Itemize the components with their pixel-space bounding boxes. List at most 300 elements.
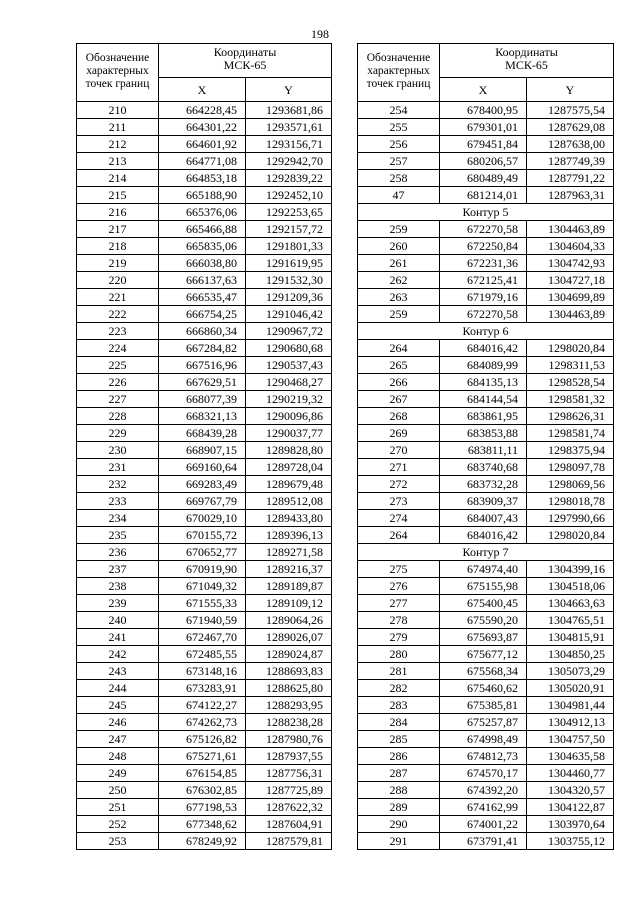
point-id-cell: 276	[358, 578, 440, 595]
table-row	[358, 646, 614, 663]
table-row	[358, 731, 614, 748]
table-row	[77, 408, 332, 425]
point-id-cell: 260	[358, 238, 440, 255]
y-coordinate-cell: 1291046,42	[246, 306, 332, 323]
point-id-cell: 257	[358, 153, 440, 170]
x-coordinate-cell: 680489,49	[440, 170, 527, 187]
x-coordinate-cell: 675155,98	[440, 578, 527, 595]
point-id-cell: 238	[77, 578, 159, 595]
y-coordinate-cell: 1298375,94	[527, 442, 614, 459]
table-row	[77, 527, 332, 544]
y-coordinate-cell: 1287756,31	[246, 765, 332, 782]
table-row	[77, 612, 332, 629]
point-id-cell: 274	[358, 510, 440, 527]
point-id-cell: 225	[77, 357, 159, 374]
point-id-cell: 264	[358, 340, 440, 357]
x-coordinate-cell: 675568,34	[440, 663, 527, 680]
y-coordinate-cell: 1287622,32	[246, 799, 332, 816]
y-coordinate-cell: 1304850,25	[527, 646, 614, 663]
table-row	[358, 357, 614, 374]
table-row	[77, 425, 332, 442]
point-id-cell: 283	[358, 697, 440, 714]
point-id-cell: 277	[358, 595, 440, 612]
table-row	[77, 714, 332, 731]
y-coordinate-cell: 1304399,16	[527, 561, 614, 578]
y-coordinate-cell: 1305073,29	[527, 663, 614, 680]
table-row	[77, 561, 332, 578]
x-coordinate-cell: 671555,33	[159, 595, 246, 612]
table-row	[358, 119, 614, 136]
coordinates-label: Координаты	[213, 45, 277, 59]
x-coordinate-cell: 675677,12	[440, 646, 527, 663]
table-row	[77, 374, 332, 391]
table-row	[77, 629, 332, 646]
table-row	[77, 748, 332, 765]
point-id-cell: 233	[77, 493, 159, 510]
x-coordinate-cell: 674974,40	[440, 561, 527, 578]
y-coordinate-cell: 1287638,00	[527, 136, 614, 153]
x-coordinate-cell: 683861,95	[440, 408, 527, 425]
point-id-cell: 272	[358, 476, 440, 493]
x-coordinate-cell: 675385,81	[440, 697, 527, 714]
point-id-cell: 242	[77, 646, 159, 663]
x-coordinate-cell: 678400,95	[440, 102, 527, 119]
y-coordinate-cell: 1289433,80	[246, 510, 332, 527]
x-coordinate-cell: 672125,41	[440, 272, 527, 289]
coordinates-table-right	[357, 43, 614, 850]
point-id-cell: 258	[358, 170, 440, 187]
table-row	[77, 646, 332, 663]
table-row	[358, 374, 614, 391]
x-coordinate-cell: 677348,62	[159, 816, 246, 833]
point-id-cell: 217	[77, 221, 159, 238]
point-id-cell: 286	[358, 748, 440, 765]
x-coordinate-cell: 664601,92	[159, 136, 246, 153]
point-id-cell: 231	[77, 459, 159, 476]
point-id-cell: 212	[77, 136, 159, 153]
point-id-cell: 241	[77, 629, 159, 646]
y-coordinate-cell: 1292452,10	[246, 187, 332, 204]
y-coordinate-cell: 1289216,37	[246, 561, 332, 578]
x-coordinate-cell: 679451,84	[440, 136, 527, 153]
y-coordinate-cell: 1298069,56	[527, 476, 614, 493]
table-row	[77, 476, 332, 493]
point-id-cell: 220	[77, 272, 159, 289]
y-coordinate-cell: 1292253,65	[246, 204, 332, 221]
point-id-cell: 263	[358, 289, 440, 306]
table-row	[77, 153, 332, 170]
table-row	[358, 765, 614, 782]
y-coordinate-cell: 1288625,80	[246, 680, 332, 697]
x-coordinate-cell: 680206,57	[440, 153, 527, 170]
table-row	[358, 221, 614, 238]
y-coordinate-cell: 1290967,72	[246, 323, 332, 340]
point-id-cell: 228	[77, 408, 159, 425]
y-coordinate-cell: 1291619,95	[246, 255, 332, 272]
x-coordinate-cell: 664301,22	[159, 119, 246, 136]
point-id-cell: 215	[77, 187, 159, 204]
point-id-cell: 278	[358, 612, 440, 629]
point-id-cell: 240	[77, 612, 159, 629]
y-coordinate-cell: 1304635,58	[527, 748, 614, 765]
coordinates-label: Координаты	[495, 45, 558, 59]
y-coordinate-cell: 1289679,48	[246, 476, 332, 493]
point-id-cell: 249	[77, 765, 159, 782]
x-coordinate-cell: 673283,91	[159, 680, 246, 697]
x-coordinate-cell: 674570,17	[440, 765, 527, 782]
x-coordinate-cell: 666038,80	[159, 255, 246, 272]
table-row	[77, 323, 332, 340]
table-row	[77, 238, 332, 255]
point-id-cell: 254	[358, 102, 440, 119]
y-coordinate-cell: 1289026,07	[246, 629, 332, 646]
y-coordinate-cell: 1290037,77	[246, 425, 332, 442]
x-coordinate-cell: 683909,37	[440, 493, 527, 510]
x-coordinate-cell: 675460,62	[440, 680, 527, 697]
x-coordinate-cell: 666860,34	[159, 323, 246, 340]
point-id-cell: 232	[77, 476, 159, 493]
x-coordinate-cell: 674812,73	[440, 748, 527, 765]
table-row	[358, 255, 614, 272]
point-label-header: Обозначение характерных точек границ	[358, 44, 440, 102]
point-id-cell: 214	[77, 170, 159, 187]
x-coordinate-cell: 675693,87	[440, 629, 527, 646]
table-row	[358, 272, 614, 289]
point-id-cell: 251	[77, 799, 159, 816]
table-row	[358, 238, 614, 255]
y-coordinate-cell: 1287937,55	[246, 748, 332, 765]
y-coordinate-cell: 1304604,33	[527, 238, 614, 255]
table-row	[358, 136, 614, 153]
y-coordinate-cell: 1288238,28	[246, 714, 332, 731]
x-coordinate-cell: 665466,88	[159, 221, 246, 238]
table-row	[358, 680, 614, 697]
point-id-cell: 290	[358, 816, 440, 833]
point-id-cell: 275	[358, 561, 440, 578]
x-coordinate-cell: 677198,53	[159, 799, 246, 816]
table-row	[358, 748, 614, 765]
table-row	[358, 442, 614, 459]
table-row	[77, 391, 332, 408]
coordinates-header	[440, 44, 614, 78]
x-coordinate-cell: 667284,82	[159, 340, 246, 357]
table-row	[77, 799, 332, 816]
table-row	[77, 782, 332, 799]
point-id-cell: 229	[77, 425, 159, 442]
x-coordinate-cell: 684135,13	[440, 374, 527, 391]
y-coordinate-cell: 1298581,74	[527, 425, 614, 442]
contour-row	[358, 323, 614, 340]
y-coordinate-cell: 1290537,43	[246, 357, 332, 374]
x-coordinate-cell: 667516,96	[159, 357, 246, 374]
point-id-cell: 259	[358, 306, 440, 323]
table-row	[358, 340, 614, 357]
table-row	[358, 289, 614, 306]
point-id-cell: 288	[358, 782, 440, 799]
y-coordinate-cell: 1298097,78	[527, 459, 614, 476]
table-row	[77, 663, 332, 680]
point-id-cell: 216	[77, 204, 159, 221]
y-coordinate-cell: 1304518,06	[527, 578, 614, 595]
table-row	[77, 119, 332, 136]
y-coordinate-cell: 1304765,51	[527, 612, 614, 629]
contour-label: Контур 7	[358, 544, 614, 561]
point-id-cell: 253	[77, 833, 159, 850]
y-coordinate-cell: 1287980,76	[246, 731, 332, 748]
point-id-cell: 291	[358, 833, 440, 850]
table-row	[358, 391, 614, 408]
y-coordinate-cell: 1287579,81	[246, 833, 332, 850]
point-id-cell: 281	[358, 663, 440, 680]
y-coordinate-cell: 1293156,71	[246, 136, 332, 153]
table-row	[358, 595, 614, 612]
x-coordinate-cell: 670919,90	[159, 561, 246, 578]
table-row	[358, 816, 614, 833]
table-row	[358, 493, 614, 510]
table-row	[77, 578, 332, 595]
point-id-cell: 250	[77, 782, 159, 799]
x-coordinate-cell: 671979,16	[440, 289, 527, 306]
x-coordinate-cell: 671049,32	[159, 578, 246, 595]
y-coordinate-cell: 1304463,89	[527, 221, 614, 238]
point-id-cell: 47	[358, 187, 440, 204]
x-coordinate-cell: 668907,15	[159, 442, 246, 459]
table-row	[358, 306, 614, 323]
table-row	[77, 340, 332, 357]
y-coordinate-cell: 1288293,95	[246, 697, 332, 714]
y-coordinate-cell: 1298626,31	[527, 408, 614, 425]
point-id-cell: 236	[77, 544, 159, 561]
x-coordinate-cell: 683732,28	[440, 476, 527, 493]
x-coordinate-cell: 684007,43	[440, 510, 527, 527]
y-coordinate-cell: 1287604,91	[246, 816, 332, 833]
table-row	[77, 204, 332, 221]
y-coordinate-cell: 1292157,72	[246, 221, 332, 238]
y-coordinate-cell: 1290096,86	[246, 408, 332, 425]
contour-label: Контур 5	[358, 204, 614, 221]
y-coordinate-cell: 1303755,12	[527, 833, 614, 850]
table-row	[358, 527, 614, 544]
contour-label: Контур 6	[358, 323, 614, 340]
y-coordinate-cell: 1291532,30	[246, 272, 332, 289]
x-coordinate-cell: 678249,92	[159, 833, 246, 850]
x-coordinate-cell: 684016,42	[440, 340, 527, 357]
x-coordinate-cell: 669160,64	[159, 459, 246, 476]
table-row	[358, 629, 614, 646]
point-id-cell: 287	[358, 765, 440, 782]
x-coordinate-cell: 672485,55	[159, 646, 246, 663]
point-id-cell: 243	[77, 663, 159, 680]
table-row	[77, 765, 332, 782]
y-coordinate-cell: 1289109,12	[246, 595, 332, 612]
table-row	[77, 272, 332, 289]
table-row	[358, 799, 614, 816]
x-coordinate-cell: 671940,59	[159, 612, 246, 629]
point-id-cell: 219	[77, 255, 159, 272]
y-coordinate-cell: 1298018,78	[527, 493, 614, 510]
y-header: Y	[246, 78, 332, 102]
table-row	[77, 170, 332, 187]
x-coordinate-cell: 674262,73	[159, 714, 246, 731]
point-id-cell: 252	[77, 816, 159, 833]
point-id-cell: 245	[77, 697, 159, 714]
point-id-cell: 264	[358, 527, 440, 544]
table-row	[77, 289, 332, 306]
y-coordinate-cell: 1289828,80	[246, 442, 332, 459]
point-id-cell: 262	[358, 272, 440, 289]
point-id-cell: 246	[77, 714, 159, 731]
table-row	[77, 459, 332, 476]
y-coordinate-cell: 1304460,77	[527, 765, 614, 782]
point-id-cell: 256	[358, 136, 440, 153]
table-row	[358, 510, 614, 527]
point-id-cell: 210	[77, 102, 159, 119]
x-coordinate-cell: 664228,45	[159, 102, 246, 119]
y-coordinate-cell: 1292942,70	[246, 153, 332, 170]
table-row	[358, 476, 614, 493]
x-coordinate-cell: 668439,28	[159, 425, 246, 442]
y-coordinate-cell: 1291209,36	[246, 289, 332, 306]
point-id-cell: 247	[77, 731, 159, 748]
point-id-cell: 268	[358, 408, 440, 425]
table-row	[77, 833, 332, 850]
table-row	[77, 221, 332, 238]
x-coordinate-cell: 672270,58	[440, 221, 527, 238]
x-coordinate-cell: 665835,06	[159, 238, 246, 255]
x-coordinate-cell: 666535,47	[159, 289, 246, 306]
point-id-cell: 271	[358, 459, 440, 476]
y-coordinate-cell: 1287749,39	[527, 153, 614, 170]
y-coordinate-cell: 1304122,87	[527, 799, 614, 816]
y-coordinate-cell: 1304663,63	[527, 595, 614, 612]
point-id-cell: 223	[77, 323, 159, 340]
point-id-cell: 218	[77, 238, 159, 255]
point-id-cell: 289	[358, 799, 440, 816]
table-row	[358, 153, 614, 170]
x-coordinate-cell: 673791,41	[440, 833, 527, 850]
y-coordinate-cell: 1287725,89	[246, 782, 332, 799]
table-row	[77, 595, 332, 612]
table-row	[77, 102, 332, 119]
x-coordinate-cell: 674998,49	[440, 731, 527, 748]
coordinates-table-left	[76, 43, 332, 850]
table-row	[77, 493, 332, 510]
table-row	[358, 612, 614, 629]
table-row	[77, 442, 332, 459]
x-coordinate-cell: 679301,01	[440, 119, 527, 136]
x-coordinate-cell: 675257,87	[440, 714, 527, 731]
point-id-cell: 265	[358, 357, 440, 374]
y-coordinate-cell: 1289064,26	[246, 612, 332, 629]
point-id-cell: 222	[77, 306, 159, 323]
y-coordinate-cell: 1289189,87	[246, 578, 332, 595]
x-coordinate-cell: 683740,68	[440, 459, 527, 476]
y-coordinate-cell: 1289512,08	[246, 493, 332, 510]
point-id-cell: 270	[358, 442, 440, 459]
point-id-cell: 237	[77, 561, 159, 578]
x-coordinate-cell: 673148,16	[159, 663, 246, 680]
y-coordinate-cell: 1304757,50	[527, 731, 614, 748]
table-row	[77, 510, 332, 527]
y-coordinate-cell: 1305020,91	[527, 680, 614, 697]
y-coordinate-cell: 1293571,61	[246, 119, 332, 136]
y-coordinate-cell: 1289728,04	[246, 459, 332, 476]
x-coordinate-cell: 670155,72	[159, 527, 246, 544]
x-coordinate-cell: 668077,39	[159, 391, 246, 408]
point-id-cell: 261	[358, 255, 440, 272]
x-coordinate-cell: 675590,20	[440, 612, 527, 629]
y-coordinate-cell: 1291801,33	[246, 238, 332, 255]
x-coordinate-cell: 684016,42	[440, 527, 527, 544]
point-id-cell: 282	[358, 680, 440, 697]
x-coordinate-cell: 675400,45	[440, 595, 527, 612]
y-coordinate-cell: 1289024,87	[246, 646, 332, 663]
y-coordinate-cell: 1304727,18	[527, 272, 614, 289]
point-id-cell: 224	[77, 340, 159, 357]
y-coordinate-cell: 1304912,13	[527, 714, 614, 731]
contour-row	[358, 204, 614, 221]
point-id-cell: 284	[358, 714, 440, 731]
table-row	[77, 697, 332, 714]
x-header: X	[159, 78, 246, 102]
table-row	[358, 663, 614, 680]
x-coordinate-cell: 665188,90	[159, 187, 246, 204]
y-coordinate-cell: 1304320,57	[527, 782, 614, 799]
x-coordinate-cell: 668321,13	[159, 408, 246, 425]
point-id-cell: 267	[358, 391, 440, 408]
x-coordinate-cell: 676154,85	[159, 765, 246, 782]
coordinates-header	[159, 44, 332, 78]
table-row	[77, 544, 332, 561]
x-coordinate-cell: 672467,70	[159, 629, 246, 646]
x-coordinate-cell: 667629,51	[159, 374, 246, 391]
point-id-cell: 266	[358, 374, 440, 391]
point-id-cell: 255	[358, 119, 440, 136]
x-header: X	[440, 78, 527, 102]
table-row	[358, 425, 614, 442]
x-coordinate-cell: 670029,10	[159, 510, 246, 527]
x-coordinate-cell: 684144,54	[440, 391, 527, 408]
y-coordinate-cell: 1304815,91	[527, 629, 614, 646]
x-coordinate-cell: 676302,85	[159, 782, 246, 799]
x-coordinate-cell: 670652,77	[159, 544, 246, 561]
y-coordinate-cell: 1298528,54	[527, 374, 614, 391]
point-id-cell: 227	[77, 391, 159, 408]
y-coordinate-cell: 1298581,32	[527, 391, 614, 408]
table-row	[358, 170, 614, 187]
coordinate-system-label: МСК-65	[505, 58, 548, 72]
table-row	[77, 255, 332, 272]
point-id-cell: 235	[77, 527, 159, 544]
y-coordinate-cell: 1293681,86	[246, 102, 332, 119]
y-coordinate-cell: 1287791,22	[527, 170, 614, 187]
table-row	[358, 578, 614, 595]
point-id-cell: 230	[77, 442, 159, 459]
y-coordinate-cell: 1289396,13	[246, 527, 332, 544]
table-row	[77, 680, 332, 697]
point-id-cell: 213	[77, 153, 159, 170]
table-row	[358, 782, 614, 799]
y-coordinate-cell: 1292839,22	[246, 170, 332, 187]
y-coordinate-cell: 1290680,68	[246, 340, 332, 357]
x-coordinate-cell: 666754,25	[159, 306, 246, 323]
page-number: 198	[311, 27, 329, 41]
table-row	[358, 697, 614, 714]
point-id-cell: 234	[77, 510, 159, 527]
table-row	[77, 187, 332, 204]
table-row	[77, 306, 332, 323]
point-id-cell: 269	[358, 425, 440, 442]
